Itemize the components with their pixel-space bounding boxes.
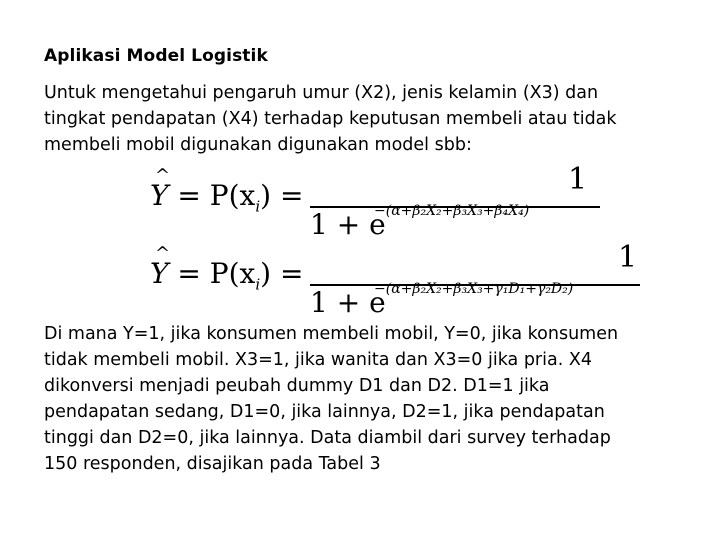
equation-1-lhs [150, 179, 303, 216]
equation-2-numerator: 1 [618, 240, 638, 275]
equation-2-denominator: 1 + e [310, 286, 386, 319]
equation-2-lhs [150, 257, 303, 294]
equation-1-lhs-sub: i [255, 197, 261, 216]
slide-title: Aplikasi Model Logistik [44, 46, 268, 66]
logistic-equation-1 [150, 162, 650, 246]
body-paragraph: Di mana Y=1, jika konsumen membeli mobil, Y=0, jika konsumen tidak membeli mobil. X3=1, jika wanita dan X3=0 jika pria. X4 dikonversi menjadi peubah dummy D1 dan D2. D1=1 jika pendapatan sedang, D1=0, jika lainnya, D2=1, jika pendapatan tinggi dan D2=0, jika lainnya. Data diambil dari survey terhadap 150 responden, disajikan pada Tabel 3 [44, 324, 619, 474]
intro-paragraph: Untuk mengetahui pengaruh umur (X2), jenis kelamin (X3) dan tingkat pendapatan (X4) terhadap keputusan membeli atau tidak membeli mobil digunakan digunakan model sbb: [44, 83, 617, 155]
equation-2-lhs-sub: i [255, 275, 261, 294]
equation-1-numerator: 1 [568, 162, 588, 197]
equation-1-lhs-rest: = P(x [168, 179, 256, 212]
equation-2-lhs-rest: = P(x [168, 257, 256, 290]
equation-2-fraction [310, 240, 640, 324]
equation-2-lhs-var: ^ Y [150, 257, 168, 290]
equation-2-lhs-close: ) = [260, 257, 304, 290]
equation-1-fraction [310, 162, 600, 246]
equation-1-exponent: −(α+β₂X₂+β₃X₃+β₄X₄) [374, 203, 530, 219]
equation-2-exponent: −(α+β₂X₂+β₃X₃+γ₁D₁+γ₂D₂) [374, 281, 574, 297]
logistic-equation-2 [150, 240, 650, 324]
equation-1-denominator: 1 + e [310, 208, 386, 241]
equation-1-lhs-close: ) = [260, 179, 304, 212]
equation-1-lhs-var: ^ Y [150, 179, 168, 212]
